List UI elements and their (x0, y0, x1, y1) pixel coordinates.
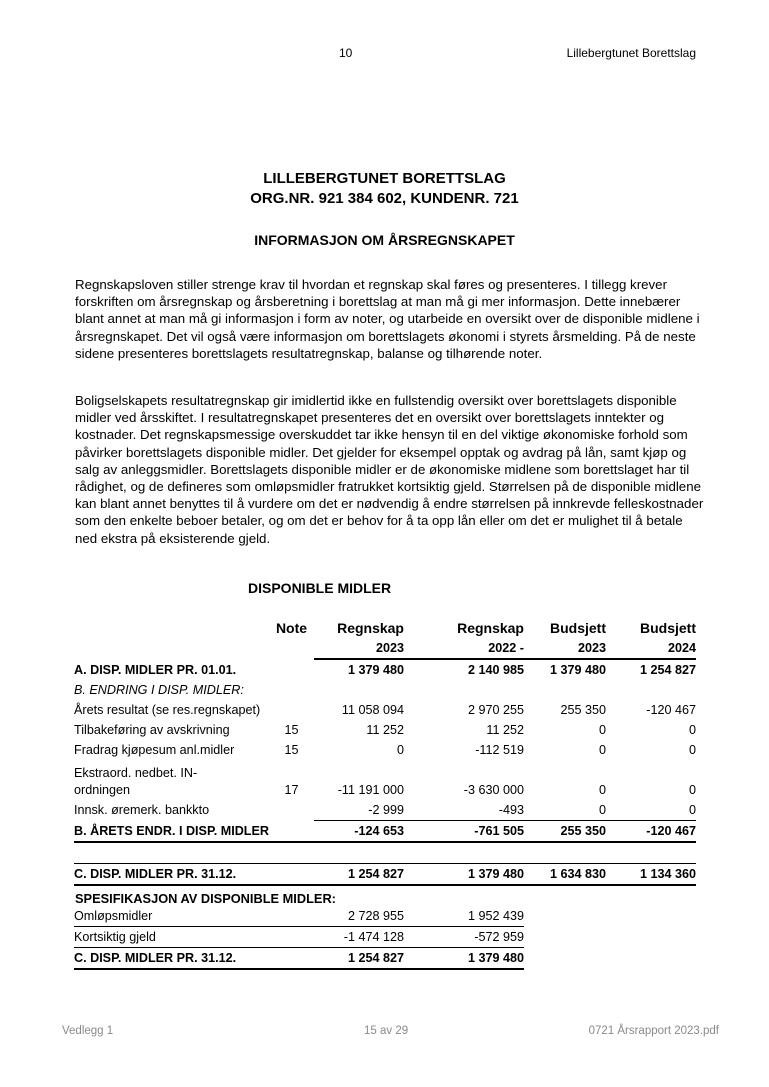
row-value: 1 952 439 (404, 906, 524, 927)
row-value: 1 634 830 (524, 864, 606, 886)
row-note: 17 (284, 783, 299, 797)
row-label: Innsk. øremerk. bankkto (74, 803, 210, 818)
row-value: -572 959 (404, 927, 524, 948)
row-value: 1 379 480 (404, 948, 524, 970)
row-value: 2 728 955 (314, 906, 404, 927)
row-value: 255 350 (524, 821, 606, 843)
footer-page-count: 15 av 29 (364, 1025, 409, 1037)
table-row-total (74, 948, 524, 970)
row-value: 1 379 480 (549, 663, 606, 677)
row-value: -3 630 000 (463, 783, 524, 797)
paragraph-explanation: Boligselskapets resultatregnskap gir imidlertid ikke en fullstendig oversikt over borettslagets disponible midler ved årsskiftet. I resultatregnskapet presenteres det en oversikt over borettslagets inntekter og kostnader. Det regnskapsmessige overskuddet tar ikke hensyn til en del viktige økonomiske forhold som påvirker borettslagets disponible midler. Det gjelder for eksempel opptak og avdrag på lån, samt kjøp og salg av anleggsmidler. Borettslagets disponible midler er de økonomiske midlene som borettslaget har til rådighet, og de defineres som omløpsmidler fratrukket kortsiktig gjeld. Størrelsen på de disponible midlene kan blant annet benyttes til å vurdere om det er nødvendig å endre størrelsen på innkrevde felleskostnader som den enkelte beboer betaler, og om det er behov for å ta opp lån eller om det er mulighet til å betale ned ekstra på eksisterende gjeld. (75, 393, 704, 546)
row-label: Årets resultat (se res.regnskapet) (74, 703, 261, 717)
row-label: Fradrag kjøpesum anl.midler (74, 743, 235, 757)
year-label: 2022 - (404, 638, 524, 659)
row-note (269, 800, 314, 821)
table-row (74, 720, 696, 740)
paragraph-intro: Regnskapsloven stiller strenge krav til hvordan et regnskap skal føres og presenteres. I tillegg krever forskriften om årsregnskap og årsberetning i borettslag at man må gi mer informasjon. Dette innebærer blant annet at man må gi informasjon i form av noter, og utarbeide en oversikt over de disponible midlene i årsregnskapet. Det vil også være informasjon om borettslagets økonomi i styrets årsmelding. På de neste sidene presenteres borettslagets resultatregnskap, balanse og tilhørende noter. (75, 277, 700, 361)
table-year-row (74, 638, 696, 659)
document-subtitle-orgnr: ORG.NR. 921 384 602, KUNDENR. 721 (250, 190, 519, 207)
row-label: B. ENDRING I DISP. MIDLER: (74, 683, 244, 697)
row-value: 1 254 827 (314, 948, 404, 970)
row-value: 11 058 094 (341, 703, 404, 717)
table-row (74, 760, 696, 780)
section-heading-info: INFORMASJON OM ÅRSREGNSKAPET (254, 232, 515, 248)
row-value: 1 134 360 (606, 864, 696, 886)
footer-filename: 0721 Årsrapport 2023.pdf (588, 1025, 719, 1037)
specification-title: SPESIFIKASJON AV DISPONIBLE MIDLER: (75, 891, 336, 906)
year-label: 2024 (606, 638, 696, 659)
table-row (74, 906, 524, 927)
row-label: Tilbakeføring av avskrivning (74, 723, 230, 737)
row-note (269, 659, 314, 680)
row-label: C. DISP. MIDLER PR. 31.12. (74, 948, 314, 970)
row-value: 11 252 (366, 723, 404, 737)
row-value: 0 (524, 800, 606, 821)
row-value: 1 379 480 (404, 864, 524, 886)
row-value: 0 (598, 743, 606, 757)
column-header-budsjett-2024: Budsjett (640, 620, 696, 636)
row-value: -124 653 (314, 821, 404, 843)
header-org-name: Lillebergtunet Borettslag (566, 46, 696, 60)
row-label: Kortsiktig gjeld (74, 927, 314, 948)
specification-table (74, 906, 524, 970)
column-header-budsjett-2023: Budsjett (550, 620, 606, 636)
row-value: -2 999 (314, 800, 404, 821)
table-row-subtotal (74, 821, 696, 843)
row-value: 1 379 480 (347, 663, 404, 677)
row-value: 0 (598, 783, 606, 797)
page-number: 10 (339, 46, 353, 60)
row-value: 0 (688, 723, 696, 737)
row-value: 11 252 (486, 723, 524, 737)
row-value: -11 191 000 (337, 783, 404, 797)
row-note: 15 (284, 723, 299, 737)
table-row (74, 780, 696, 800)
row-label: Ekstraord. nedbet. IN- (74, 766, 198, 780)
row-label: A. DISP. MIDLER PR. 01.01. (74, 662, 237, 677)
column-header-regnskap-2022: Regnskap (457, 620, 524, 636)
table-row-total (74, 864, 696, 886)
row-label-continued: ordningen (74, 783, 131, 797)
row-value: 0 (688, 783, 696, 797)
table-row (74, 927, 524, 948)
row-note: 15 (284, 743, 299, 757)
column-header-note: Note (275, 620, 308, 636)
section-title-disponible: DISPONIBLE MIDLER (248, 580, 392, 596)
row-value: 0 (396, 743, 404, 757)
table-row (74, 700, 696, 720)
row-value: -120 467 (646, 703, 696, 717)
column-header-regnskap-2023: Regnskap (337, 620, 404, 636)
row-value: -1 474 128 (314, 927, 404, 948)
row-value: 2 140 985 (467, 663, 524, 677)
row-label: Omløpsmidler (74, 906, 314, 927)
row-value: 0 (606, 800, 696, 821)
table-row (74, 659, 696, 680)
row-value: 0 (688, 743, 696, 757)
year-label: 2023 (314, 638, 404, 659)
table-header-row (74, 618, 696, 638)
row-label: B. ÅRETS ENDR. I DISP. MIDLER (74, 821, 314, 843)
disposable-funds-table (74, 618, 696, 886)
row-label: C. DISP. MIDLER PR. 31.12. (74, 864, 314, 886)
row-value: -120 467 (606, 821, 696, 843)
row-value: -112 519 (475, 743, 524, 757)
year-label: 2023 (524, 638, 606, 659)
row-value: 0 (598, 723, 606, 737)
document-title: LILLEBERGTUNET BORETTSLAG (263, 170, 506, 187)
table-row (74, 740, 696, 760)
row-value: 1 254 827 (639, 663, 696, 677)
footer-attachment-label: Vedlegg 1 (62, 1025, 114, 1037)
row-value: 2 970 255 (467, 703, 524, 717)
row-value: -493 (404, 800, 524, 821)
row-value: 255 350 (560, 703, 606, 717)
row-value: 1 254 827 (314, 864, 404, 886)
row-value: -761 505 (404, 821, 524, 843)
table-row (74, 800, 696, 821)
table-row (74, 680, 696, 700)
